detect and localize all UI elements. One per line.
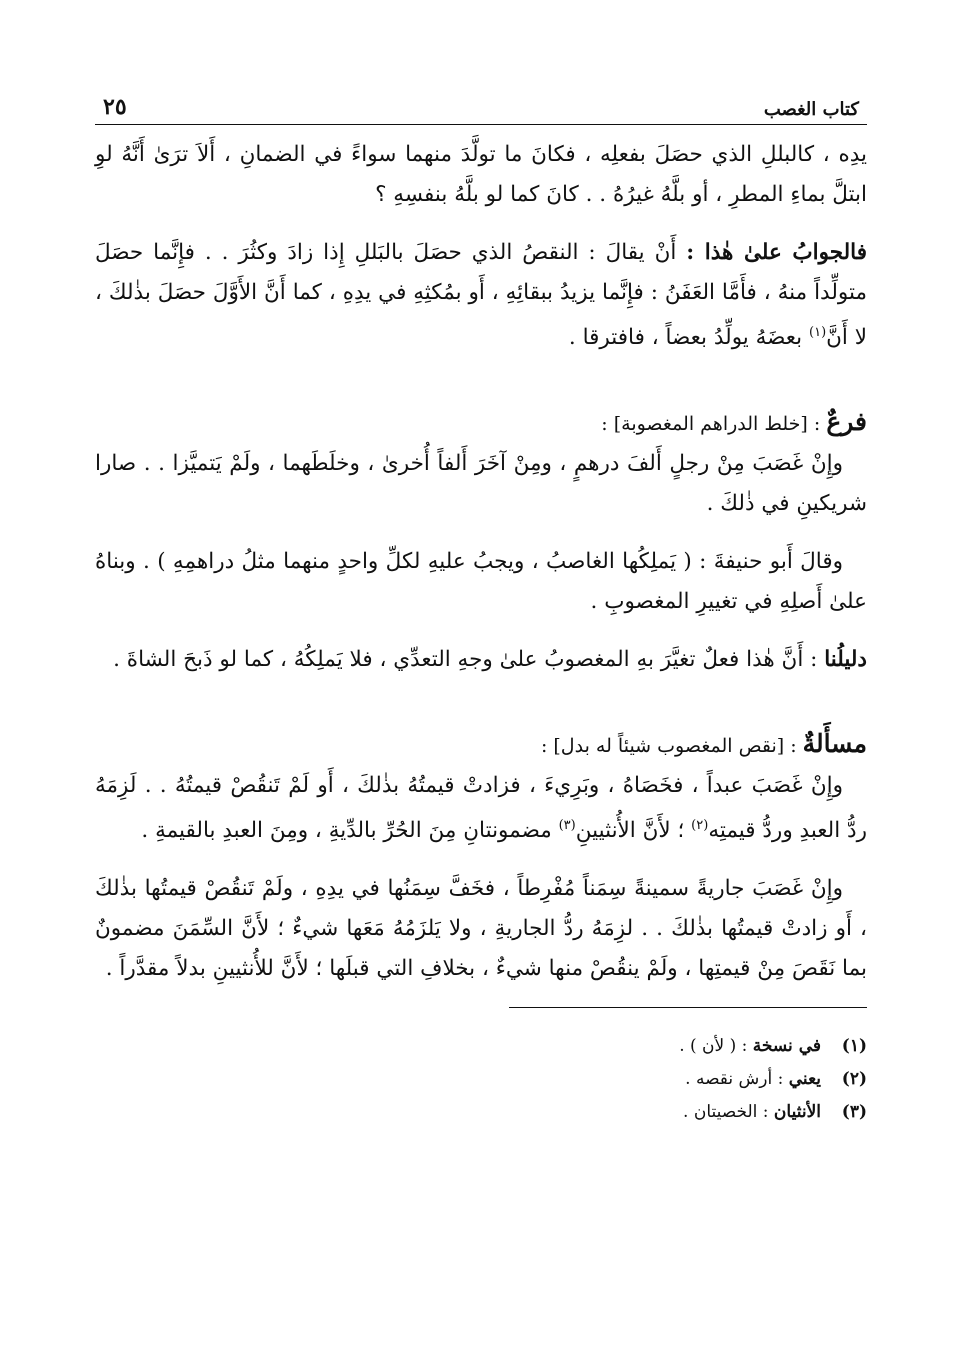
footnote-number: (٣) (841, 1102, 867, 1123)
section-heading-2 (95, 724, 867, 766)
page-body (95, 135, 867, 989)
section-title-1: فرعٌ (826, 407, 867, 437)
paragraph-2 (95, 233, 867, 358)
section-heading-1 (95, 402, 867, 444)
footnote-ref-2: (٢) (691, 818, 709, 834)
paragraph-1 (95, 135, 867, 215)
footnote-ref-3: (٣) (558, 818, 576, 834)
section-subtitle-2: : [نقص المغصوب شيئاً له بدل] : (540, 735, 803, 758)
footnote-label: في نسخة (752, 1036, 821, 1057)
paragraph-4 (95, 542, 867, 622)
paragraph-6-text-b: ؛ لأَنَّ الأُنثيينِ (575, 818, 692, 844)
running-header (95, 90, 867, 125)
paragraph-4-text: وقالَ أَبو حنيفةَ : ( يَملِكُها الغاصبُ ، ويجبُ عليهِ لكلِّ واحدٍ منهما مثلُ دراهمِهِ ) . وبناهُ علىٰ أَصلِهِ في تغييرِ المغصوبِ . (95, 549, 867, 615)
footnote-text: : الخصيتان . (683, 1102, 774, 1123)
paragraph-6 (95, 766, 867, 851)
document-page (95, 90, 867, 1129)
footnote-1 (95, 1030, 867, 1063)
paragraph-6-text-c: مضمونتانِ مِنَ الحُرِّ بالدِّيةِ ، ومِنَ العبدِ بالقيمةِ . (141, 818, 559, 844)
evidence-lead: دليلُنا (824, 647, 867, 673)
paragraph-2-text-b: بعضَهُ يولِّدُ بعضاً ، فافترقا . (568, 325, 809, 351)
footnote-label: يعني (788, 1069, 821, 1090)
footnote-2 (95, 1063, 867, 1096)
paragraph-7-text: وإِنْ غَصَبَ جاريةً سمينةً سِمَناً مُفْرِطاً ، فخَفَّ سِمَنُها في يدِهِ ، ولَمْ تَنقُصْ قيمتُها بذٰلكَ ، أَو زادتْ قيمتُها بذٰلكَ . . لزِمَهُ ردُّ الجاريةِ ، ولا يَلزَمُهُ مَعَها شيءٌ ؛ لأَنَّ السِّمَنَ مضمونٌ بما نَقَصَ مِنْ قيمتِها ، ولَمْ ينقُصْ منها شيءٌ ، بخلافِ التي قبلَها ؛ لأَنَّ للأُنثيينِ بدلاً مقدَّراً . (95, 876, 867, 982)
section-title-2: مسأَلةٌ (802, 729, 867, 759)
footnotes (95, 1030, 867, 1129)
footnote-text: : ( لأن ) . (679, 1036, 753, 1057)
paragraph-1-text: يدِه ، كالبللِ الذي حصَلَ بفعلِه ، فكانَ ما تولَّدَ منهما سواءً في الضمانِ ، أَلاَ ترَىٰ أَنَّهُ لوِ ابتلَّ بماءِ المطرِ ، أو بلَّهُ غيرُهُ . . كانَ كما لو بلَّهُ بنفسِهِ ؟ (95, 142, 867, 207)
paragraph-5-text: : أَنَّ هٰذا فعلٌ تغيَّرَ بهِ المغصوبُ علىٰ وجهِ التعدِّي ، فلا يَملِكُهُ ، كما لو ذَبحَ الشاةَ . (113, 647, 825, 673)
paragraph-3 (95, 444, 867, 524)
page-number: ٢٥ (103, 94, 127, 120)
section-subtitle-1: : [خلط الدراهم المغصوبة] : (601, 413, 827, 436)
footnote-text: : أرش نقصه . (685, 1069, 789, 1090)
paragraph-5 (95, 640, 867, 680)
footnote-label: الأنثيان (773, 1102, 821, 1123)
paragraph-2-text-a: أَنْ يقالَ : النقصُ الذي حصَلَ بالبَللِ إِذا زادَ وكثُرَ . . فإِنَّما حصَلَ متولِّداً منهُ ، فأَمَّا العَفَنُ : فإِنَّما يزيدُ ببقائِهِ ، أَو بمُكثِهِ في يدِهِ ، كما أَنَّ الأَوَّلَ حصَلَ بذٰلكَ ، لا أَنَّ (95, 240, 867, 351)
footnote-divider (509, 1007, 867, 1008)
book-title: كتاب الغصب (763, 99, 859, 120)
paragraph-7 (95, 869, 867, 989)
footnote-3 (95, 1096, 867, 1129)
footnote-number: (٢) (841, 1069, 867, 1090)
footnote-ref-1: (١) (809, 325, 827, 340)
answer-lead: فالجوابُ علىٰ هٰذا : (686, 240, 867, 265)
paragraph-6-text-a: وإِنْ غَصَبَ عبداً ، فخَصَاهُ ، وبَرِيءَ ، فزادتْ قيمتُهُ بذٰلكَ ، أَو لَمْ تَنقُصْ قيمتُهُ . . لَزِمَهُ ردُّ العبدِ وردُّ قيمتِه (95, 773, 867, 844)
paragraph-3-text: وإِنْ غَصَبَ مِنْ رجلٍ أَلفَ درهمٍ ، ومِنْ آخَرَ أَلفاً أُخرىٰ ، وخلَطَهما ، ولَمْ يَتميَّزا . . صارا شريكينِ في ذٰلكَ . (95, 451, 867, 517)
footnote-number: (١) (841, 1036, 867, 1057)
